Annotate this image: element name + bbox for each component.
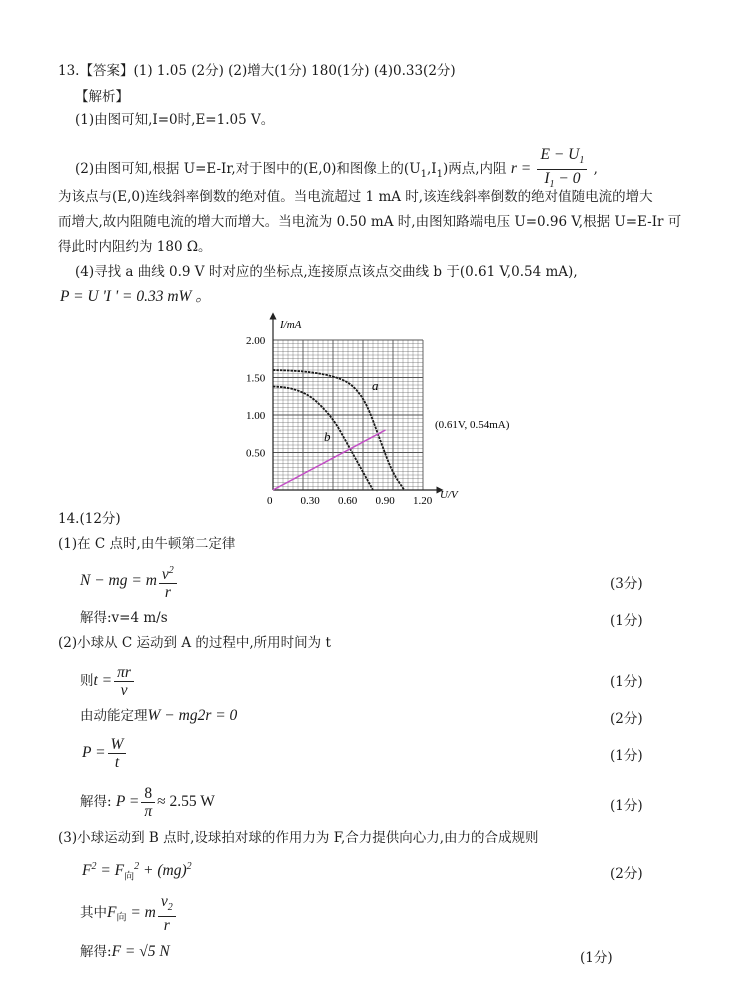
score-3: (1分) [610,674,643,690]
q14-eq6 [80,893,178,938]
eq5-sup2: 2 [134,861,140,872]
q13-r-lhs: r = [510,160,532,178]
score-2: (1分) [610,613,643,629]
sol3-eq: F = √5 N [111,943,170,960]
eq2-pre: 则 [80,673,94,689]
eq1-num: v [161,566,169,584]
sol2-num: 8 [141,785,155,803]
q13-p7: P = U 'I ' = 0.33 mW 。 [60,288,211,305]
q13-p2-post: )两点,内阻 [442,161,507,178]
series-a-label: a [372,378,379,393]
q14-eq1 [80,562,179,601]
x-tick-label: 0.30 [300,495,320,507]
sol2-lhs: P = [115,793,140,810]
x-tick-label: 0.90 [375,495,395,507]
sol2-pre: 解得: [80,794,112,810]
q13-p5: 得此时内阻约为 180 Ω。 [58,239,212,255]
x-tick-label: 1.20 [413,495,433,507]
q13-p3: 为该点与(E,0)连线斜率倒数的绝对值。当电流超过 1 mA 时,该连线斜率倒数的绝对值随电流的增大 [58,189,653,205]
eq5-sup3: 2 [186,861,192,872]
eq4-num: W [108,736,127,754]
eq6-numsub: 2 [167,902,173,914]
eq4-den: t [114,753,120,771]
eq5-sup: 2 [91,861,97,872]
q13-sub: 1 [420,168,427,180]
sol2-rhs: ≈ 2.55 W [157,793,215,810]
q14-eq4 [82,734,128,772]
x-tick-labels [267,495,433,507]
score-5: (1分) [610,748,643,764]
q13-sub: 1 [549,179,555,191]
q14-eq2 [80,662,136,700]
sol2-den: π [144,803,153,820]
eq6-a: F [107,904,117,922]
intersection-annotation: (0.61V, 0.54mA) [435,419,510,431]
q14-s1: (1)在 C 点时,由牛顿第二定律 [58,536,236,552]
eq1-lhs: N − mg = m [80,572,157,590]
score-8: (1分) [580,950,613,966]
q14-s3: (3)小球运动到 B 点时,设球拍对球的作用力为 F,合力提供向心力,由力的合成规则 [58,830,539,846]
y-tick-label: 1.50 [246,372,266,385]
q13-frac-den-tail: − 0 [554,170,581,188]
eq5-c: + (mg) [139,862,187,880]
y-tick-label: 0.50 [246,447,266,460]
score-4: (2分) [610,711,643,727]
q13-sub: 1 [436,168,443,180]
q14-head: 14.(12分) [58,511,121,527]
eq5-sub: 向 [124,871,135,883]
eq3: W − mg2r = 0 [147,707,238,724]
q14-eq3 [80,707,237,725]
q13-frac-den: I [544,170,550,188]
y-axis-label: I/mA [280,319,302,331]
q13-r-fraction [537,146,587,193]
q14-sol3 [80,943,170,961]
eq2-num: πr [114,664,134,682]
q13-p6: (4)寻找 a 曲线 0.9 V 时对应的坐标点,连接原点该点交曲线 b 于(0.61 V,0.54 mA), [75,264,578,280]
q13-sub: 1 [579,155,585,167]
eq6-sub: 向 [116,912,127,924]
series-b-label: b [324,429,331,444]
eq3-pre: 由动能定理 [80,708,148,724]
eq1-sup: 2 [168,565,174,576]
x-tick-label: 0 [267,495,273,507]
eq6-pre: 其中 [80,905,107,922]
q13-p2-mid: ,I [426,161,437,178]
x-tick-label: 0.60 [338,495,358,507]
eq1-den: r [164,584,171,602]
eq4-lhs: P = [82,744,106,761]
score-7: (2分) [610,866,643,882]
eq2-den: v [120,682,128,699]
y-tick-labels [246,335,266,460]
eq5-a: F [82,862,92,880]
eq5-b: = F [96,862,125,880]
chart-grid [273,340,423,490]
eq6-num: v [160,893,168,910]
eq2-lhs: t = [93,672,113,689]
q13-frac-num: E − U [540,146,580,163]
q14-s2: (2)小球从 C 运动到 A 的过程中,所用时间为 t [58,635,331,651]
q13-p2-pre: (2)由图可知,根据 U=E-Ir,对于图中的(E,0)和图像上的(U [75,161,421,178]
y-tick-label: 2.00 [246,335,266,347]
sol3-pre: 解得: [80,944,112,960]
score-6: (1分) [610,798,643,814]
score-1: (3分) [610,576,643,592]
q14-sol2 [80,783,215,821]
q13-p1: (1)由图可知,I=0时,E=1.05 V。 [75,112,275,128]
eq6-b: = m [126,904,156,922]
q13-answer-head: 13.【答案】(1) 1.05 (2分) (2)增大(1分) 180(1分) (4)0.33(2分) [58,63,456,79]
q14-eq5 [82,858,192,886]
eq6-den: r [163,917,170,935]
x-axis-label: U/V [440,489,458,501]
q13-analysis-label: 【解析】 [75,89,129,105]
q13-p4: 而增大,故内阻随电流的增大而增大。当电流为 0.50 mA 时,由图知路端电压 U=0.96 V,根据 U=E-Ir 可 [58,214,682,230]
y-tick-label: 1.00 [246,410,266,422]
iu-chart [240,308,540,508]
q14-sol1: 解得:v=4 m/s [80,610,168,626]
q13-p2: (2)由图可知,根据 U=E-Ir,对于图中的(E,0)和图像上的$(U_1,I_1)$两点,内阻 r = $\frac{E - U_1}{I_1 - 0}$ , [75,146,598,193]
